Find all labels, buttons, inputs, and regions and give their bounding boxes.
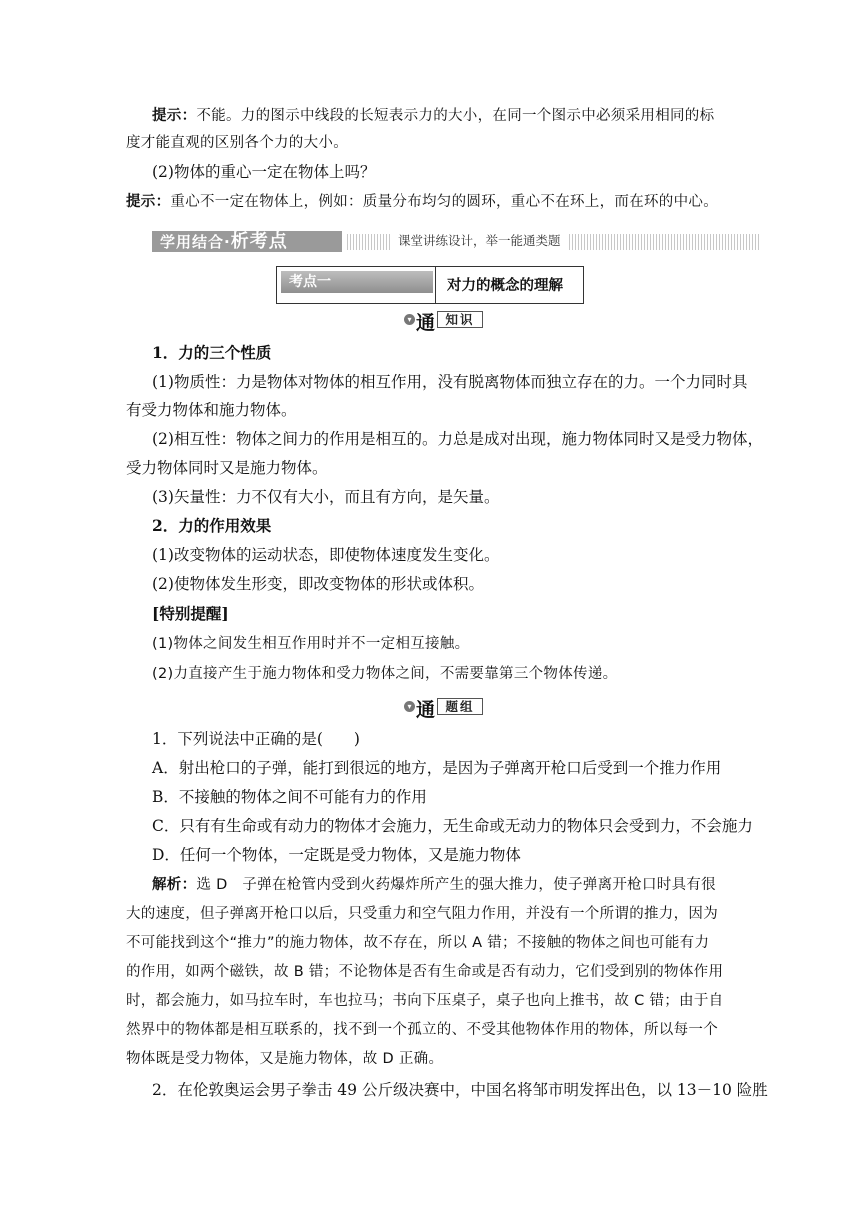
hint-1-line-1 — [152, 106, 760, 126]
analysis-line-6: 然界中的物体都是相互联系的，找不到一个孤立的、不受其他物体作用的物体，所以每一个 — [126, 1022, 718, 1038]
analysis-label: 解析： — [152, 877, 197, 893]
knowledge-p1-line-1: (1)物质性：力是物体对物体的相互作用，没有脱离物体而独立存在的力。一个力同时具 — [152, 373, 748, 391]
badge-label: 题组 — [437, 698, 483, 715]
knowledge-p2-line-2: 受力物体同时又是施力物体。 — [126, 459, 328, 477]
analysis-line-1 — [152, 875, 760, 895]
question-1-stem: 1．下列说法中正确的是( ) — [152, 730, 360, 748]
option-a: A．射出枪口的子弹，能打到很远的地方，是因为子弹离开枪口后受到一个推力作用 — [152, 759, 722, 777]
hint-2 — [126, 192, 760, 212]
hint-label: 提示： — [126, 194, 171, 210]
analysis-line-5: 时，都会施力，如马拉车时，车也拉马；书向下压桌子，桌子也向上推书，故 C 错；由于自 — [126, 993, 724, 1009]
point-divider — [435, 267, 436, 303]
banner-title-a: 学用结合· — [160, 233, 231, 251]
badge-bullet-icon: ▾ — [404, 314, 415, 325]
banner-title — [152, 231, 342, 252]
badge-tong: 通 — [416, 699, 436, 721]
banner-subtitle: 课堂讲练设计，举一能通类题 — [392, 232, 567, 250]
point-header-box — [276, 266, 584, 304]
knowledge-heading-2: 2．力的作用效果 — [152, 516, 272, 535]
section-banner — [152, 229, 760, 253]
option-c: C．只有有生命或有动力的物体才会施力，无生命或无动力的物体只会受到力，不会施力 — [152, 817, 753, 835]
badge-label: 知识 — [437, 311, 483, 328]
badge-tong: 通 — [416, 312, 436, 334]
effect-2: (2)使物体发生形变，即改变物体的形状或体积。 — [152, 575, 484, 593]
knowledge-heading-1: 1．力的三个性质 — [152, 343, 272, 362]
hint-1-line-2: 度才能直观的区别各个力的大小。 — [126, 135, 348, 151]
special-tip-2: (2)力直接产生于施力物体和受力物体之间，不需要靠第三个物体传递。 — [152, 666, 618, 682]
knowledge-badge — [404, 310, 484, 334]
hint-label: 提示： — [152, 108, 197, 124]
point-title: 对力的概念的理解 — [447, 278, 563, 294]
point-label: 考点一 — [281, 271, 433, 293]
effect-1: (1)改变物体的运动状态，即使物体速度发生变化。 — [152, 546, 500, 564]
badge-bullet-icon: ▾ — [404, 701, 415, 712]
analysis-text: 选 D 子弹在枪管内受到火药爆炸所产生的强大推力，使子弹离开枪口时具有很 — [196, 877, 716, 893]
option-d: D．任何一个物体，一定既是受力物体，又是施力物体 — [152, 846, 521, 864]
question-2-text: (2)物体的重心一定在物体上吗？ — [152, 163, 376, 181]
knowledge-p3: (3)矢量性：力不仅有大小，而且有方向，是矢量。 — [152, 488, 500, 506]
analysis-line-2: 大的速度，但子弹离开枪口以后，只受重力和空气阻力作用，并没有一个所谓的推力，因为 — [126, 906, 718, 922]
option-b: B．不接触的物体之间不可能有力的作用 — [152, 788, 427, 806]
analysis-line-4: 的作用，如两个磁铁，故 B 错；不论物体是否有生命或是否有动力，它们受到别的物体作用 — [126, 964, 724, 980]
special-tip-title: [特别提醒] — [152, 604, 229, 623]
banner-title-b: 析考点 — [230, 231, 288, 252]
knowledge-p1-line-2: 有受力物体和施力物体。 — [126, 401, 297, 419]
hint-text: 重心不一定在物体上，例如：质量分布均匀的圆环，重心不在环上，而在环的中心。 — [170, 194, 719, 210]
knowledge-p2-line-1: (2)相互性：物体之间力的作用是相互的。力总是成对出现，施力物体同时又是受力物体， — [152, 430, 763, 448]
special-tip-1: (1)物体之间发生相互作用时并不一定相互接触。 — [152, 636, 470, 652]
analysis-line-3: 不可能找到这个“推力”的施力物体，故不存在，所以 A 错；不接触的物体之间也可能有力 — [126, 935, 710, 951]
analysis-line-7: 物体既是受力物体，又是施力物体，故 D 正确。 — [126, 1051, 444, 1067]
hint-text: 不能。力的图示中线段的长短表示力的大小，在同一个图示中必须采用相同的标 — [196, 108, 715, 124]
question-2-stem: 2．在伦敦奥运会男子拳击 49 公斤级决赛中，中国名将邹市明发挥出色，以 13－10 险胜 — [152, 1081, 768, 1099]
question-group-badge — [404, 697, 484, 721]
